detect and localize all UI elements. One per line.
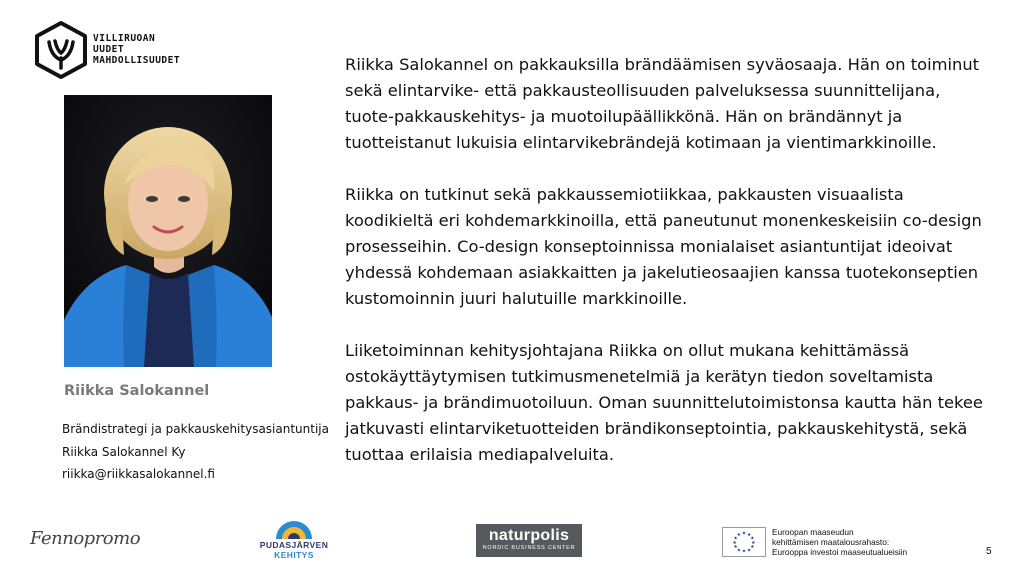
portrait-illustration <box>64 95 272 367</box>
portrait-photo <box>64 95 272 367</box>
eu-flag-icon <box>722 527 766 557</box>
svg-text:★: ★ <box>736 532 741 538</box>
eu-line-1: Euroopan maaseudun <box>772 527 854 537</box>
svg-text:★: ★ <box>736 548 741 554</box>
bio-paragraph-2: Riikka on tutkinut sekä pakkaussemiotiikkaa, pakkausten visuaalista koodikieltä eri kohdemarkkinoilla, että paneutunut monenkeskeisiin co-design prosesseihin. Co-design konseptoinnissa monialaiset asiantuntijat ideoivat yhdessä kohdemaan asiakkaitten ja jakelutieosaajien kanssa tuotekonseptien kustomoinnin juuri halutuille markkinoille. <box>345 185 982 308</box>
bio-paragraph-1: Riikka Salokannel on pakkauksilla brändäämisen syväosaaja. Hän on toiminut sekä elintarvike- että pakkausteollisuuden palveluksessa suunnittelijana, tuote-pakkauskehitys- ja muotoilupäällikkönä. Hän on brändännyt ja tuotteistanut lukuisia elintarvikebrändejä kotimaan ja vientimarkkinoille. <box>345 55 980 152</box>
eu-funding-text <box>772 527 907 557</box>
svg-text:★: ★ <box>733 536 738 542</box>
logo-line-2: UUDET <box>93 44 125 55</box>
svg-text:★: ★ <box>751 540 756 546</box>
pudasjarvi-line-1: PUDASJÄRVEN <box>259 540 329 550</box>
svg-text:★: ★ <box>747 532 752 538</box>
eu-funding-logo <box>722 527 982 559</box>
pudasjarvi-arc-icon <box>274 517 314 539</box>
bio-paragraph-3: Liiketoiminnan kehitysjohtajana Riikka on ollut mukana kehittämässä ostokäyttäytymisen tutkimusmenetelmiä ja kerätyn tiedon soveltamista pakkaus- ja brändimuotoiluun. Oman suunnittelutoimistonsa kautta hän tekee jatkuvasti elintarviketuotteiden brändikonseptointia, pakkauskehitystä, sekä tuottaa erilaisia mediapalveluita. <box>345 341 983 464</box>
biography-text <box>345 52 985 468</box>
svg-text:★: ★ <box>741 531 747 537</box>
eu-line-2: kehittämisen maatalousrahasto: <box>772 537 890 547</box>
svg-text:★: ★ <box>732 540 737 546</box>
logo-line-3: MAHDOLLISUUDET <box>93 55 181 66</box>
svg-text:★: ★ <box>741 549 747 555</box>
svg-text:★: ★ <box>733 545 738 551</box>
person-title: Brändistrategi ja pakkauskehitysasiantuntija <box>62 422 329 436</box>
pudasjarvi-line-2: KEHITYS <box>274 550 314 560</box>
profile-info <box>62 418 329 486</box>
eu-line-3: Eurooppa investoi maaseutualueisiin <box>772 547 908 557</box>
naturpolis-tagline: NORDIC BUSINESS CENTER <box>482 545 576 551</box>
naturpolis-wordmark: naturpolis <box>488 527 570 544</box>
svg-text:★: ★ <box>747 548 752 554</box>
villiruoan-logo <box>33 20 223 80</box>
svg-text:★: ★ <box>750 545 755 551</box>
fennopromo-logo: Fennopromo <box>30 528 141 549</box>
person-name: Riikka Salokannel <box>64 383 210 399</box>
email-address: riikka@riikkasalokannel.fi <box>62 467 215 481</box>
antler-hexagon-icon <box>33 20 89 80</box>
company-name: Riikka Salokannel Ky <box>62 444 186 459</box>
logo-line-1: VILLIRUOAN <box>93 33 156 44</box>
pudasjarvi-logo <box>254 517 334 567</box>
logo-wordmark <box>93 33 180 66</box>
page-number: 5 <box>986 546 992 557</box>
naturpolis-logo <box>476 524 582 557</box>
svg-text:★: ★ <box>750 536 755 542</box>
